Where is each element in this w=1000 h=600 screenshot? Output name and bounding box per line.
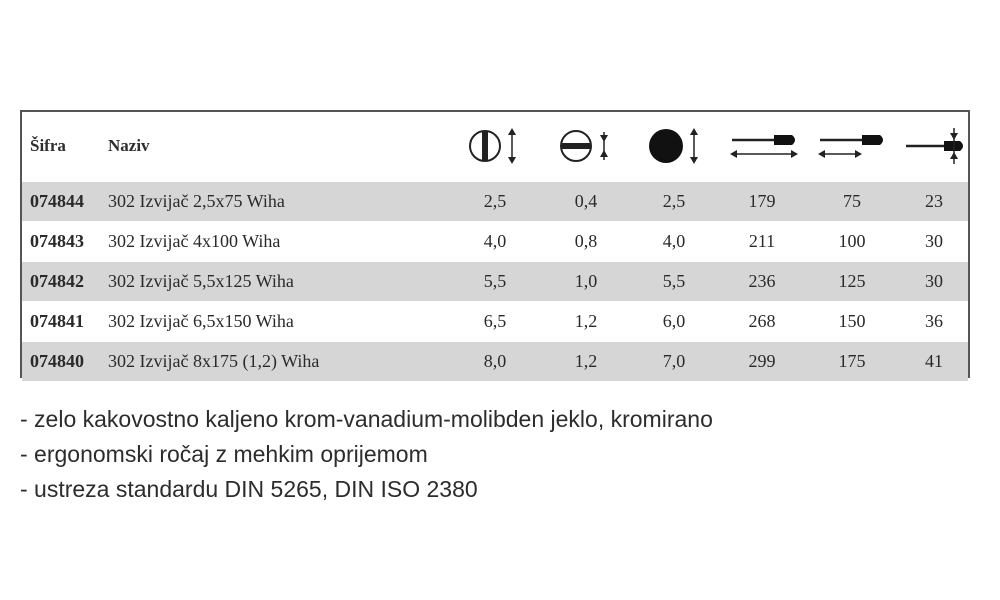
spec-value: 299 [748, 351, 776, 371]
blade-thickness-icon [558, 124, 614, 168]
spec-value: 1,2 [574, 311, 598, 331]
spec-value: 8,0 [483, 351, 507, 371]
spec-value: 7,0 [662, 351, 686, 371]
product-name: 302 Izvijač 6,5x150 Wiha [108, 311, 294, 331]
product-code: 074841 [30, 311, 84, 331]
table-row [22, 342, 968, 381]
spec-value: 6,5 [483, 311, 507, 331]
spec-value: 236 [748, 271, 776, 291]
spec-value: 179 [748, 191, 776, 211]
spec-value: 100 [838, 231, 866, 251]
spec-value: 30 [925, 271, 943, 291]
spec-value: 30 [925, 231, 943, 251]
product-table [20, 110, 970, 378]
note-item: - ergonomski ročaj z mehkim oprijemom [20, 441, 428, 467]
table-row [22, 302, 968, 341]
spec-value: 150 [838, 311, 866, 331]
product-code: 074843 [30, 231, 84, 251]
spec-value: 268 [748, 311, 776, 331]
spec-value: 5,5 [662, 271, 686, 291]
spec-value: 1,0 [574, 271, 598, 291]
product-name: 302 Izvijač 5,5x125 Wiha [108, 271, 294, 291]
product-name: 302 Izvijač 8x175 (1,2) Wiha [108, 351, 320, 371]
header-code: Šifra [30, 136, 66, 155]
spec-value: 75 [843, 191, 861, 211]
spec-value: 211 [748, 231, 776, 251]
table-header [22, 112, 968, 182]
spec-value: 6,0 [662, 311, 686, 331]
product-name: 302 Izvijač 4x100 Wiha [108, 231, 281, 251]
product-name: 302 Izvijač 2,5x75 Wiha [108, 191, 285, 211]
table-row [22, 182, 968, 221]
spec-value: 41 [925, 351, 943, 371]
spec-value: 4,0 [483, 231, 507, 251]
spec-value: 2,5 [483, 191, 507, 211]
spec-value: 125 [838, 271, 866, 291]
product-code: 074842 [30, 271, 84, 291]
spec-value: 36 [925, 311, 943, 331]
shaft-diameter-icon [646, 124, 702, 168]
spec-value: 4,0 [662, 231, 686, 251]
note-item: - ustreza standardu DIN 5265, DIN ISO 2380 [20, 476, 478, 502]
product-code: 074840 [30, 351, 84, 371]
feature-notes [20, 402, 713, 507]
table-row [22, 262, 968, 301]
spec-value: 1,2 [574, 351, 598, 371]
spec-value: 0,8 [574, 231, 598, 251]
handle-width-icon [904, 124, 968, 168]
slotted-tip-width-icon [468, 124, 520, 168]
total-length-icon [730, 124, 800, 168]
note-item: - zelo kakovostno kaljeno krom-vanadium-molibden jeklo, kromirano [20, 406, 713, 432]
spec-value: 23 [925, 191, 943, 211]
spec-value: 2,5 [662, 191, 686, 211]
spec-value: 5,5 [483, 271, 507, 291]
table-row [22, 222, 968, 261]
spec-value: 175 [838, 351, 866, 371]
header-name: Naziv [108, 136, 150, 155]
spec-value: 0,4 [574, 191, 598, 211]
blade-length-icon [818, 124, 888, 168]
product-code: 074844 [30, 191, 84, 211]
